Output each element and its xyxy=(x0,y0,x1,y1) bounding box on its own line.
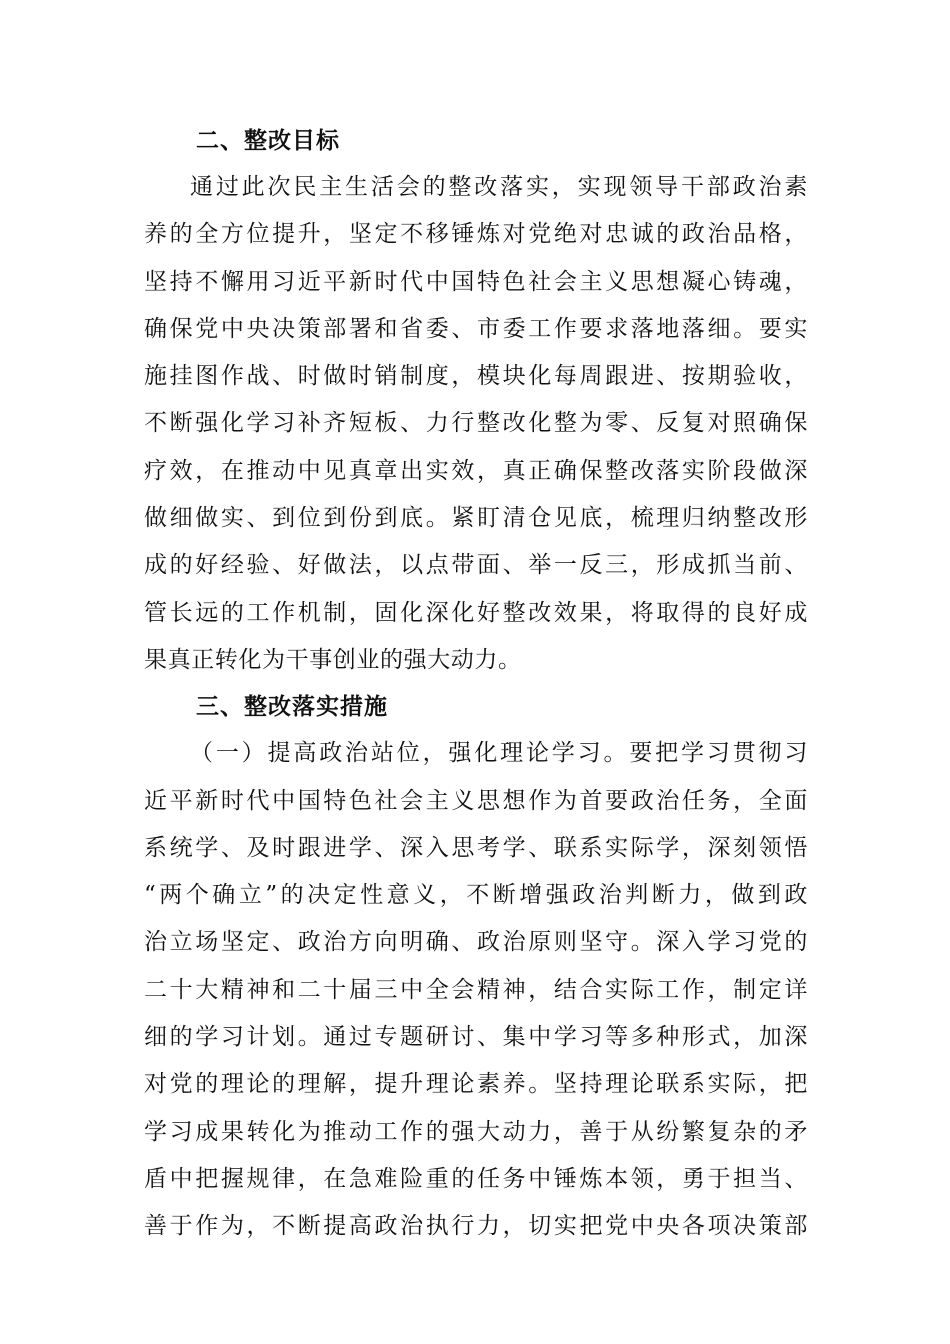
document-body xyxy=(144,118,808,1251)
text-line: 盾中把握规律，在急难险重的任务中锤炼本领，勇于担当、 xyxy=(144,1165,808,1192)
text-line: 做细做实、到位到份到底。紧盯清仓见底，梳理归纳整改形 xyxy=(144,505,808,532)
section-heading-measures: 三、整改落实措施 xyxy=(196,694,388,721)
text-line: 善于作为，不断提高政治执行力，切实把党中央各项决策部 xyxy=(144,1213,808,1240)
text-line: 管长远的工作机制，固化深化好整改效果，将取得的良好成 xyxy=(144,599,808,626)
paragraph-measures xyxy=(144,730,808,1250)
text-line: 确保党中央决策部署和省委、市委工作要求落地落细。要实 xyxy=(144,315,808,342)
text-line: 细的学习计划。通过专题研讨、集中学习等多种形式，加深 xyxy=(144,1024,808,1051)
text-line: 近平新时代中国特色社会主义思想作为首要政治任务，全面 xyxy=(144,787,808,814)
text-line: 疗效，在推动中见真章出实效，真正确保整改落实阶段做深 xyxy=(144,457,808,484)
text-line: 不断强化学习补齐短板、力行整改化整为零、反复对照确保 xyxy=(144,410,808,437)
text-line: 对党的理论的理解，提升理论素养。坚持理论联系实际，把 xyxy=(144,1071,808,1098)
text-line: 治立场坚定、政治方向明确、政治原则坚守。深入学习党的 xyxy=(144,929,808,956)
text-line: 养的全方位提升，坚定不移锤炼对党绝对忠诚的政治品格， xyxy=(144,221,808,248)
text-line: 果真正转化为干事创业的强大动力。 xyxy=(144,646,522,673)
text-line: 施挂图作战、时做时销制度，模块化每周跟进、按期验收， xyxy=(144,363,808,390)
paragraph-goals xyxy=(144,164,808,684)
text-line: 坚持不懈用习近平新时代中国特色社会主义思想凝心铸魂， xyxy=(144,268,808,295)
text-line: 通过此次民主生活会的整改落实，实现领导干部政治素 xyxy=(190,174,808,200)
text-line: （一）提高政治站位，强化理论学习。要把学习贯彻习 xyxy=(190,740,808,767)
text-line: “两个确立”的决定性意义，不断增强政治判断力，做到政 xyxy=(144,882,808,909)
section-heading-goals: 二、整改目标 xyxy=(196,128,340,154)
text-line: 系统学、及时跟进学、深入思考学、联系实际学，深刻领悟 xyxy=(144,834,808,861)
text-line: 二十大精神和二十届三中全会精神，结合实际工作，制定详 xyxy=(144,976,808,1003)
text-line: 学习成果转化为推动工作的强大动力，善于从纷繁复杂的矛 xyxy=(144,1118,808,1145)
text-line: 成的好经验、好做法，以点带面、举一反三，形成抓当前、 xyxy=(144,552,808,579)
